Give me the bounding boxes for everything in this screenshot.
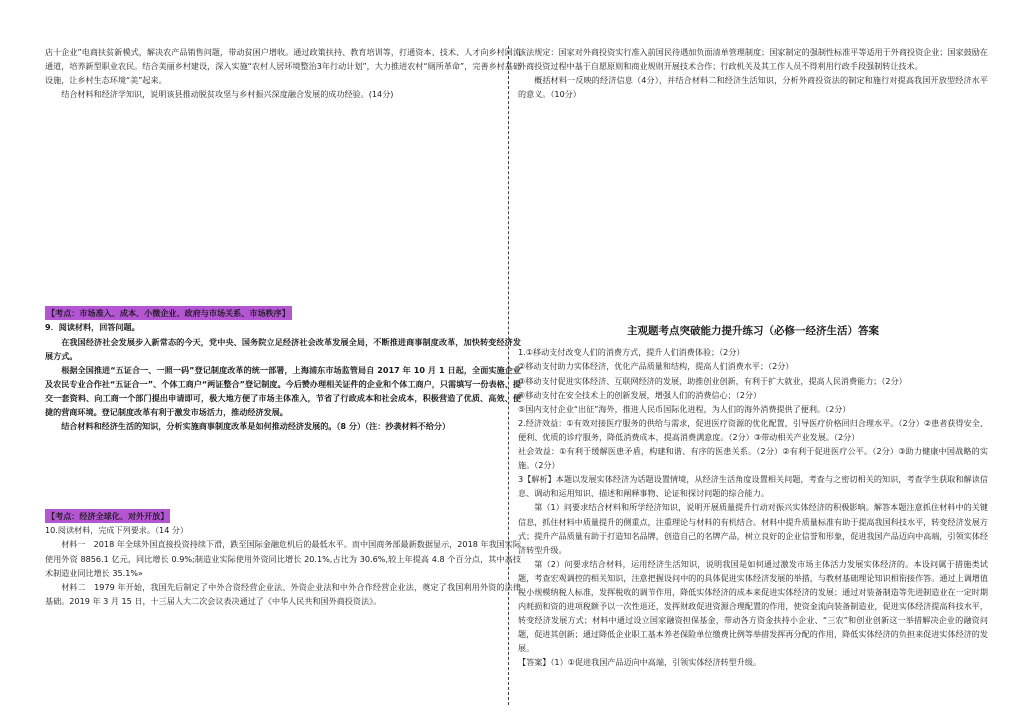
question-prompt: 概括材料一反映的经济信息（4分），并结合材料二和经济生活知识，分析外商投资法的制定和施行对提高我国开放型经济水平的意义。（10分） (518, 75, 988, 100)
right-column (518, 0, 988, 723)
answer-title: 主观题考点突破能力提升练习（必修一经济生活）答案 (627, 325, 879, 338)
question-heading: 9．阅读材料，回答问题。 (45, 322, 140, 333)
material-two: 材料二 1979 年开始，我国先后制定了中外合资经营企业法、外资企业法和中外合作经营企业法，奠定了我国利用外资的法律基础。2019 年 3 月 15 日，十三届人大二次会议表决通过了《中华人民共和国外商投资法》。 (45, 581, 521, 606)
answer-line: ③移动支付促进实体经济、互联网经济的发展，助推创业创新，有利于扩大就业，提高人民消费能力；（2分） (518, 375, 907, 386)
answer-line: 社会效益：①有利于缓解医患矛盾，构建和谐、有序的医患关系。（2分）②有利于促进医疗公平。（2分）③助力健康中国战略的实施。（2分） (518, 446, 988, 471)
paragraph: 在我国经济社会发展步入新常态的今天，党中央、国务院立足经济社会改革发展全局，不断推进商事制度改革，加快转变经济发展方式。 (45, 336, 521, 361)
question-prompt: 结合材料和经济生活的知识，分析实施商事制度改革是如何推动经济发展的。（8 分）（注：抄袭材料不给分） (61, 421, 451, 432)
answer-line: ⑤国内支付企业“出征”海外，推进人民币国际化进程，为人们的海外消费提供了便利。（2分） (518, 403, 851, 414)
topic-tag: 【考点：经济全球化、对外开放】 (45, 509, 170, 523)
answer-line: ②移动支付助力实体经济，优化产品质量和结构，提高人们消费水平；（2分） (518, 361, 794, 372)
paragraph: 店十企业”电商扶贫新模式，解决农产品销售问题，带动贫困户增收。通过政策扶持、教育培训等，打通资本、技术、人才向乡村回流通道，培养新型职业农民。结合美丽乡村建设，深入实施“农村人居环境整治3年行动计划”，大力推进农村“厕所革命”，完善乡村基础设施，让乡村生态环境“美”起来。 (45, 47, 521, 86)
material-one: 材料一 2018 年全球外国直接投资持续下滑，跌至国际金融危机后的最低水平。而中国商务部最新数据显示，2018 年我国实际使用外资 8856.1 亿元，同比增长 0.9%;制造业实际使用外资同比增长 20.1%,占比为 30.6%,较上年提高 4.8 个百分点，其中高技术制造业同比增长 35.1%» (45, 539, 521, 578)
paragraph: 根据全国推进“五证合一、一照一码”登记制度改革的统一部署，上海浦东市场监管局自 2017 年 10 月 1 日起，全面实施企业及农民专业合作社“五证合一”、个体工商户“两证整合”登记制度。今后赞办理相关证件的企业和个体工商户，只需填写一份表格、提交一套资料、向工商一个部门提出申请即可，极大地方便了市场主体准入，节省了行政成本和社会成本，积极营造了优质、高效、便捷的营商环境。登记制度改革有利于激发市场活力，推动经济发展。 (45, 364, 521, 418)
answer-analysis: 第（1）问要求结合材料和所学经济知识，说明开展质量提升行动对振兴实体经济的积极影响。解答本题注意抓住材料中的关键信息，抓住材料中质量提升的侧重点，注重理论与材料的有机结合。材料中提升质量标准有助于提高我国科技水平，转变经济发展方式；提升产品质量有助于打造知名品牌，创造自己的名牌产品，树立良好的企业信誉和形象，促进我国产品迈向中高端，引领实体经济转型升级。 (518, 502, 988, 555)
question-heading: 10.阅读材料，完成下列要求。（14 分） (45, 525, 189, 536)
answer-line: 1.①移动支付改变人们的消费方式，提升人们消费体验；（2分） (518, 347, 745, 358)
answer-analysis: 3【解析】本题以发展实体经济为话题设置情境，从经济生活角度设置相关问题，考查与之密切相关的知识，考查学生获取和解读信息、调动和运用知识、描述和阐释事物、论证和探讨问题的综合能力。 (518, 474, 988, 499)
topic-tag: 【考点：市场准入、成本、小微企业、政府与市场关系、市场秩序】 (45, 306, 292, 320)
left-column (45, 0, 521, 723)
answer-line: 【答案】（1）①促进我国产品迈向中高端，引领实体经济转型升级。 (518, 657, 762, 668)
answer-line: ④移动支付在安全技术上的创新发展，增强人们的消费信心；（2分） (518, 389, 762, 400)
question-prompt: 结合材料和经济学知识，说明该县推动脱贫攻坚与乡村振兴深度融合发展的成功经验。(14分) (61, 89, 394, 100)
answer-analysis: 第（2）问要求结合材料，运用经济生活知识，说明我国是如何通过激发市场主体活力发展实体经济的。本设问属于措施类试题，考查宏观调控的相关知识，注意把握设问中的的具体促进实体经济发展的举措，与教材基础理论知识相衔接作答。通过上调增值税小规模纳税人标准，发挥税收的调节作用，降低实体经济的成本来促进实体经济的发展；通过对装备制造等先进制造业在一定时期内耗损和资的进项税额予以一次性退还，发挥财政促进资源合理配置的作用，使资金流向装备制造业，促进实体经济提高科技水平，转变经济发展方式；材料中通过设立国家融资担保基金，带动各方资金扶持小企业、“三农”和创业创新这一举措解决企业的融资问题，促进其创新；通过降低企业职工基本养老保险单位缴费比例等举措发挥再分配的作用，降低实体经济的负担来促进实体经济的发展。 (518, 558, 988, 654)
answer-line: 2.经济效益：①有效对接医疗服务的供给与需求，促进医疗资源的优化配置，引导医疗价格回归合理水平。（2分）②患者获得安全、便利、优质的诊疗服务，降低消费成本，提高消费满意度。（2分）③带动相关产业发展。（2分） (518, 417, 988, 442)
paragraph: 该法规定：国家对外商投资实行准入前国民待遇加负面清单管理制度；国家制定的强制性标准平等适用于外商投资企业；国家鼓励在外商投资过程中基于自愿原则和商业规则开展技术合作；行政机关及其工作人员不得利用行政手段强制转让技术。 (518, 47, 988, 72)
